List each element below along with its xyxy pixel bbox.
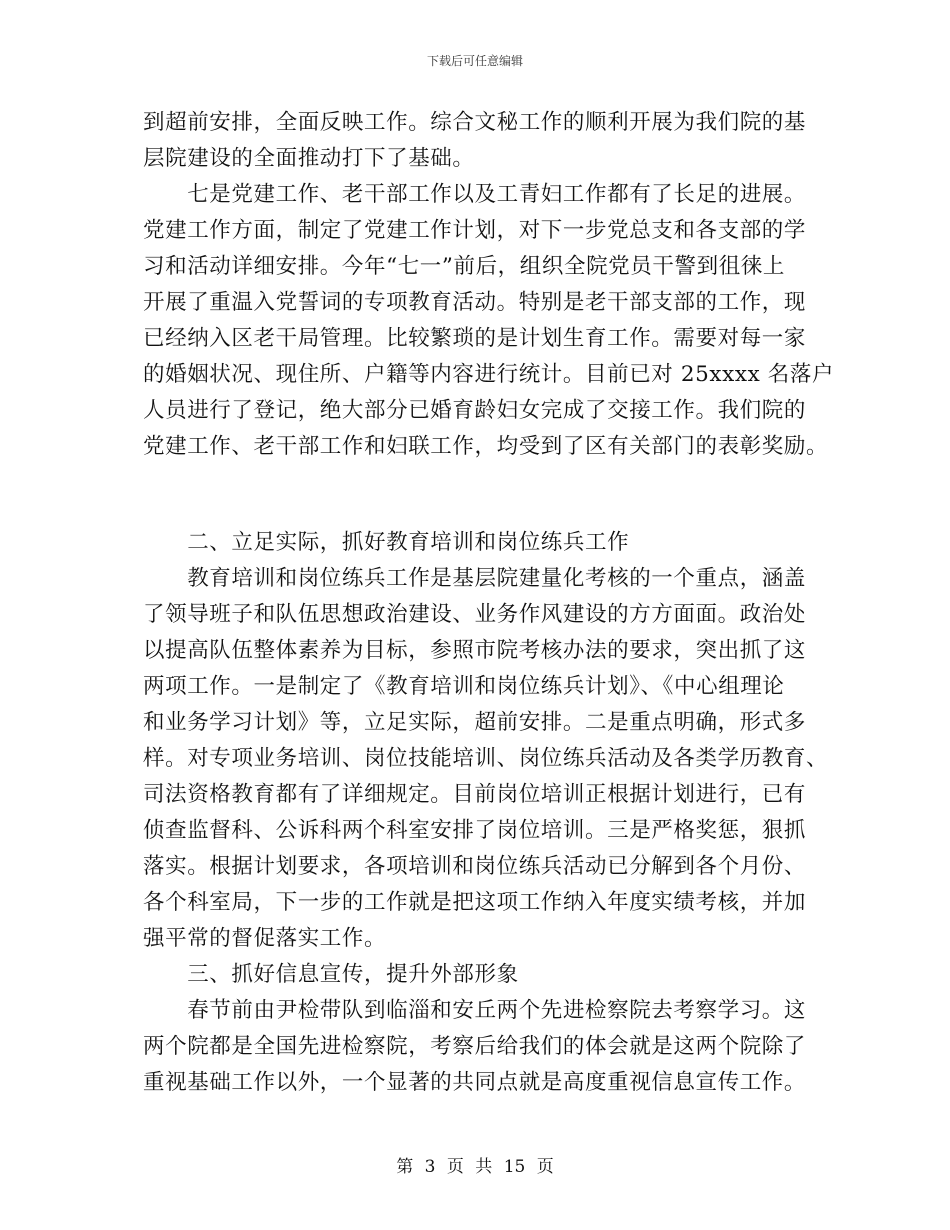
text-line: 教育培训和岗位练兵工作是基层院建量化考核的一个重点，涵盖 — [143, 566, 807, 591]
text-line: 党建工作、老干部工作和妇联工作，均受到了区有关部门的表彰奖励。 — [143, 434, 829, 459]
page-header: 下载后可任意编辑 — [426, 54, 523, 68]
text-line: 党建工作方面，制定了党建工作计划，对下一步党总支和各支部的学 — [143, 218, 807, 243]
paragraph-block-1 — [143, 105, 843, 465]
text-line: 司法资格教育都有了详细规定。目前岗位培训正根据计划进行，已有 — [143, 782, 807, 807]
paragraph-block-2 — [143, 525, 843, 1101]
text-line: 样。对专项业务培训、岗位技能培训、岗位练兵活动及各类学历教育、 — [143, 746, 829, 771]
text-line: 侦查监督科、公诉科两个科室安排了岗位培训。三是严格奖惩，狠抓 — [143, 818, 807, 843]
text-line: 的婚姻状况、现住所、户籍等内容进行统计。目前已对 25xxxx 名落户 — [143, 362, 835, 387]
text-line: 层院建设的全面推动打下了基础。 — [143, 146, 475, 171]
text-line: 和业务学习计划》等，立足实际，超前安排。二是重点明确，形式多 — [143, 710, 807, 735]
text-line: 以提高队伍整体素养为目标，参照市院考核办法的要求，突出抓了这 — [143, 638, 807, 663]
page-number-footer: 第 3 页 共 15 页 — [396, 1157, 554, 1177]
text-line: 两项工作。一是制定了《教育培训和岗位练兵计划》、《中心组理论 — [143, 674, 785, 699]
text-line: 三、抓好信息宣传，提升外部形象 — [143, 962, 519, 987]
text-line: 已经纳入区老干局管理。比较繁琐的是计划生育工作。需要对每一家 — [143, 326, 807, 351]
text-line: 两个院都是全国先进检察院，考察后给我们的体会就是这两个院除了 — [143, 1034, 807, 1059]
text-line: 春节前由尹检带队到临淄和安丘两个先进检察院去考察学习。这 — [143, 998, 807, 1023]
text-line: 重视基础工作以外，一个显著的共同点就是高度重视信息宣传工作。 — [143, 1070, 807, 1095]
text-line: 到超前安排，全面反映工作。综合文秘工作的顺利开展为我们院的基 — [143, 110, 807, 135]
text-line: 开展了重温入党誓词的专项教育活动。特别是老干部支部的工作，现 — [143, 290, 807, 315]
text-line: 各个科室局，下一步的工作就是把这项工作纳入年度实绩考核，并加 — [143, 890, 807, 915]
text-line: 强平常的督促落实工作。 — [143, 926, 387, 951]
text-line: 落实。根据计划要求，各项培训和岗位练兵活动已分解到各个月份、 — [143, 854, 807, 879]
text-line: 人员进行了登记，绝大部分已婚育龄妇女完成了交接工作。我们院的 — [143, 398, 807, 423]
text-line: 习和活动详细安排。今年“七一”前后，组织全院党员干警到徂徕上 — [143, 254, 785, 279]
text-line: 七是党建工作、老干部工作以及工青妇工作都有了长足的进展。 — [143, 182, 807, 207]
text-line: 二、立足实际，抓好教育培训和岗位练兵工作 — [143, 530, 630, 555]
text-line: 了领导班子和队伍思想政治建设、业务作风建设的方方面面。政治处 — [143, 602, 807, 627]
